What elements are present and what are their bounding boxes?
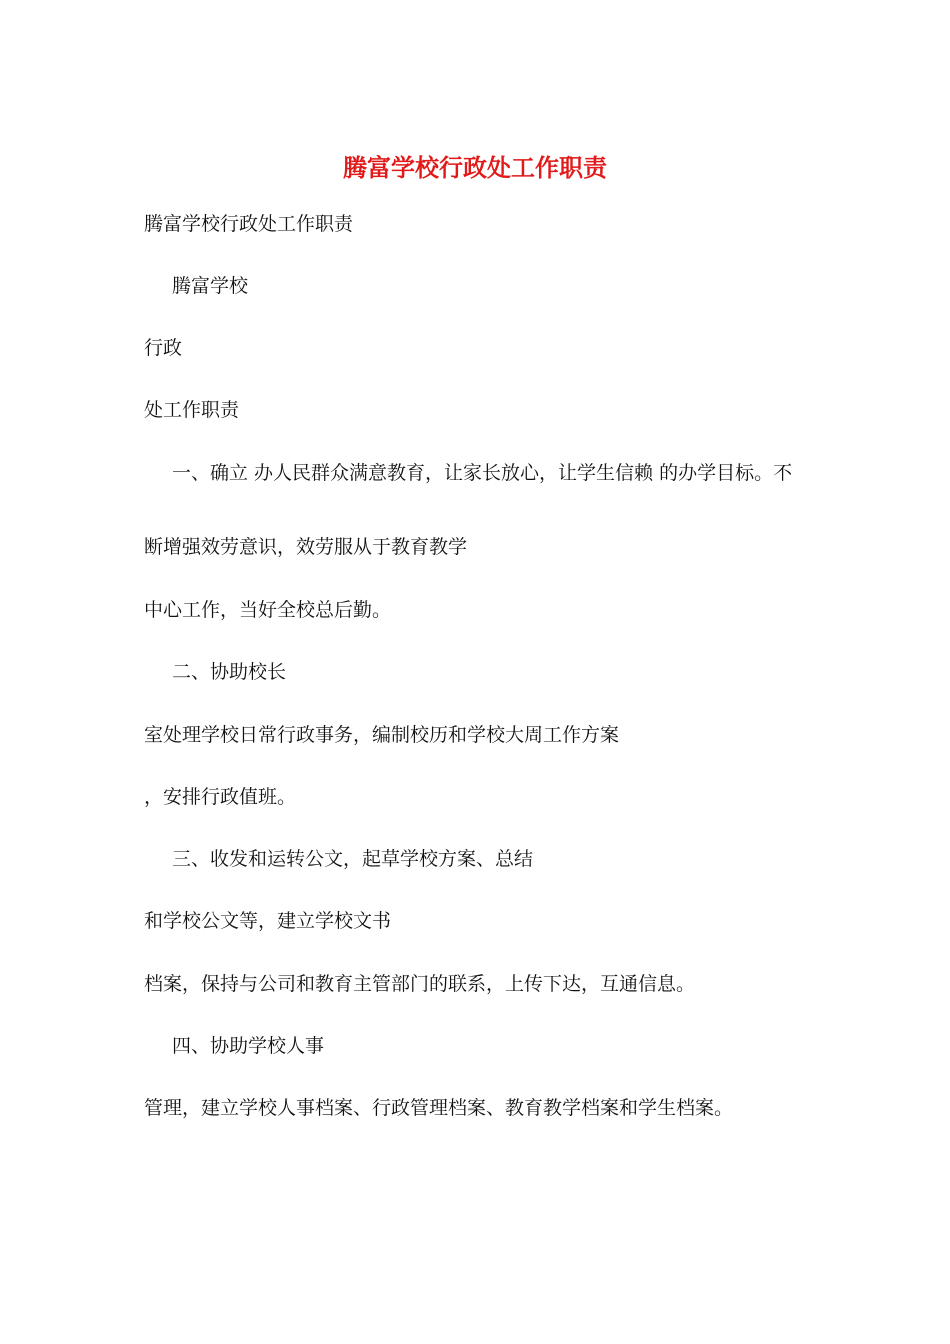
body-line: 断增强效劳意识，效劳服从于教育教学 [144, 536, 468, 558]
body-line: 一、确立 办人民群众满意教育，让家长放心，让学生信赖 的办学目标。不 [172, 462, 793, 484]
body-line: 中心工作，当好全校总后勤。 [144, 599, 392, 621]
body-line: 行政 [144, 337, 183, 359]
body-line: 二、协助校长 [172, 661, 287, 683]
document-title: 腾富学校行政处工作职责 [343, 153, 607, 182]
body-line: 管理，建立学校人事档案、行政管理档案、教育教学档案和学生档案。 [144, 1097, 734, 1119]
body-line: 处工作职责 [144, 399, 240, 421]
body-line: ，安排行政值班。 [144, 786, 297, 808]
body-line: 和学校公文等，建立学校文书 [144, 910, 392, 932]
body-line: 档案，保持与公司和教育主管部门的联系，上传下达，互通信息。 [144, 973, 696, 995]
body-line: 四、协助学校人事 [172, 1035, 325, 1057]
body-line: 腾富学校行政处工作职责 [144, 213, 354, 235]
body-line: 腾富学校 [172, 275, 249, 297]
body-line: 三、收发和运转公文，起草学校方案、总结 [172, 848, 534, 870]
body-line: 室处理学校日常行政事务，编制校历和学校大周工作方案 [144, 724, 620, 746]
